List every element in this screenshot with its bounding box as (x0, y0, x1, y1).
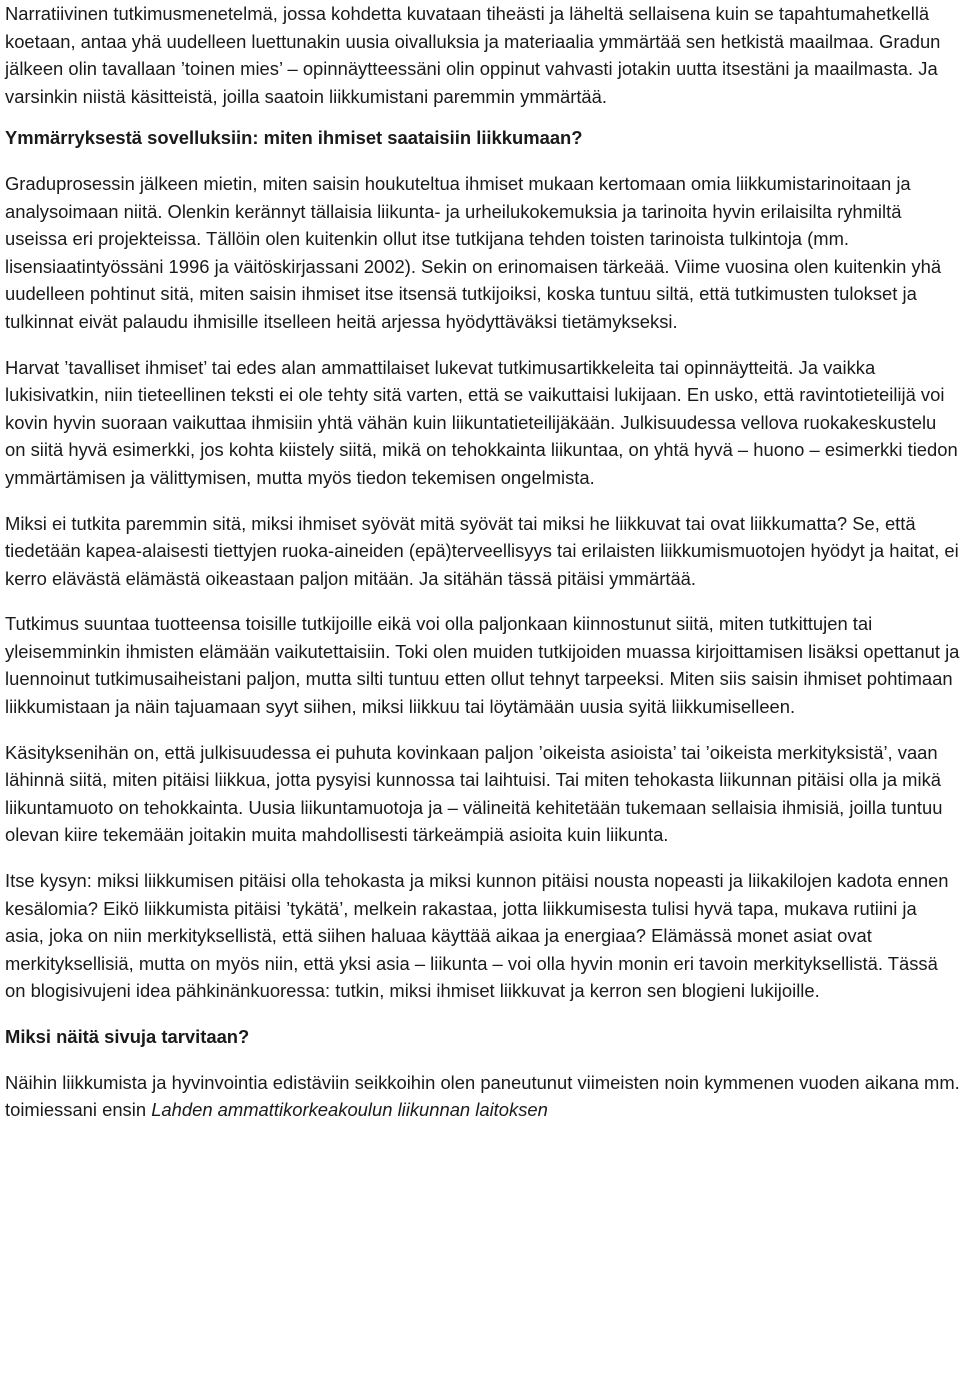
paragraph-graduprosessi: Graduprosessin jälkeen mietin, miten saisin houkuteltua ihmiset mukaan kertomaan omia liikkumistarinoitaan ja analysoimaan niitä. Olenkin kerännyt tällaisia liikunta- ja urheilukokemuksia ja tarinoita hyvin erilaisilta ryhmiltä useissa eri projekteissa. Tällöin olen kuitenkin ollut itse tutkijana tehden toisten tarinoista tulkintoja (mm. lisensiaatintyössäni 1996 ja väitöskirjassani 2002). Sekin on erinomaisen tärkeää. Viime vuosina olen kuitenkin yhä uudelleen pohtinut sitä, miten saisin ihmiset itse itsensä tutkijoiksi, koska tuntuu siltä, että tutkimusten tulokset ja tulkinnat eivät palaudu ihmisille itselleen heitä arjessa hyödyttäväksi tietämykseksi. (5, 172, 942, 332)
section-heading-miksi-sivuja: Miksi näitä sivuja tarvitaan? (5, 1026, 250, 1047)
paragraph-miksi-ei-tutkita: Miksi ei tutkita paremmin sitä, miksi ihmiset syövät mitä syövät tai miksi he liikkuvat tai ovat liikkumatta? Se, että tiedetään kapea-alaisesti tiettyjen ruoka-aineiden (epä)terveellisyys tai erilaisten liikkumismuotojen hyödyt ja haitat, ei kerro elävästä elämästä oikeastaan paljon mitään. Ja sitähän tässä pitäisi ymmärtää. (5, 512, 959, 589)
paragraph-naihin-liikkumista (5, 1069, 960, 1124)
paragraph-text-start: Näihin liikkumista ja hyvinvointia edistäviin seikkoihin olen paneutunut viimeisten noin kymmenen vuoden aikana mm. toimiessani ensin (5, 1071, 960, 1121)
paragraph-tutkimus-suuntaa: Tutkimus suuntaa tuotteensa toisille tutkijoille eikä voi olla paljonkaan kiinnostunut siitä, miten tutkittujen tai yleisemminkin ihmisten elämään vaikutettaisiin. Toki olen muiden tutkijoiden muassa kirjoittamisen lisäksi opettanut ja luennoinut tutkimusaiheistani paljon, mutta silti tuntuu etten ollut tehnyt tarpeeksi. Miten siis saisin ihmiset pohtimaan liikkumistaan ja näin tajuamaan syyt siihen, miksi liikkuu tai löytämään uusia syitä liikkumiselleen. (5, 613, 960, 718)
section-heading-understanding-to-applications: Ymmärryksestä sovelluksiin: miten ihmiset saataisiin liikkumaan? (5, 127, 583, 149)
paragraph-kasityksenihan: Käsityksenihän on, että julkisuudessa ei puhuta kovinkaan paljon ’oikeista asioista’ tai ’oikeista merkityksistä’, vaan lähinnä siitä, miten pitäisi liikkua, jotta pysyisi kunnossa tai laihtuisi. Tai miten tehokasta liikunnan pitäisi olla ja mikä liikuntamuoto on tehokkainta. Uusia liikuntamuotoja ja – välineitä kehitetään tukemaan sellaisia ihmisiä, joilla tuntuu olevan kiire tekemään joitakin muita mahdollisesti tärkeämpiä asioita kuin liikunta. (5, 741, 943, 846)
document-page (5, 0, 960, 1142)
paragraph-harvat-ihmiset: Harvat ’tavalliset ihmiset’ tai edes alan ammattilaiset lukevat tutkimusartikkeleita tai opinnäytteitä. Ja vaikka lukisivatkin, niin tieteellinen teksti ei ole tehty sitä varten, että se vaikuttaisi lukijaan. En usko, että ravintotieteilijä voi kovin hyvin suoraan vaikuttaa ihmisiin yhtä vähän kuin liikuntatieteilijäkään. Julkisuudessa vellova ruokakeskustelu on siitä hyvä esimerkki, jos kohta kiistely siitä, mikä on tehokkainta liikuntaa, on yhtä hyvä – huono – esimerkki tiedon ymmärtämisen ja välittymisen, mutta myös tiedon tekemisen ongelmista. (5, 356, 958, 488)
paragraph-itse-kysyn: Itse kysyn: miksi liikkumisen pitäisi olla tehokasta ja miksi kunnon pitäisi nousta nopeasti ja liikakilojen kadota ennen kesälomia? Eikö liikkumista pitäisi ’tykätä’, melkein rakastaa, jotta liikkumisesta tulisi hyvä tapa, mukava rutiini ja asia, joka on niin merkityksellistä, että siihen haluaa käyttää aikaa ja energiaa? Elämässä monet asiat ovat merkityksellisiä, mutta on myös niin, että yksi asia – liikunta – voi olla hyvin monin eri tavoin merkityksellistä. Tässä on blogisivujeni idea pähkinänkuoressa: tutkin, miksi ihmiset liikkuvat ja kerron sen blogieni lukijoille. (5, 870, 949, 1002)
paragraph-text-italic: Lahden ammattikorkeakoulun liikunnan laitoksen (151, 1099, 548, 1121)
paragraph-narrative-method: Narratiivinen tutkimusmenetelmä, jossa kohdetta kuvataan tiheästi ja läheltä sellaisena kuin se tapahtumahetkellä koetaan, antaa yhä uudelleen luettunakin uusia oivalluksia ja materiaalia ymmärtää sen hetkistä maailmaa. Gradun jälkeen olin tavallaan ’toinen mies’ – opinnäytteessäni olin oppinut vahvasti jotakin uutta itsestäni ja maailmasta. Ja varsinkin niistä käsitteistä, joilla saatoin liikkumistani paremmin ymmärtää. (5, 3, 941, 107)
